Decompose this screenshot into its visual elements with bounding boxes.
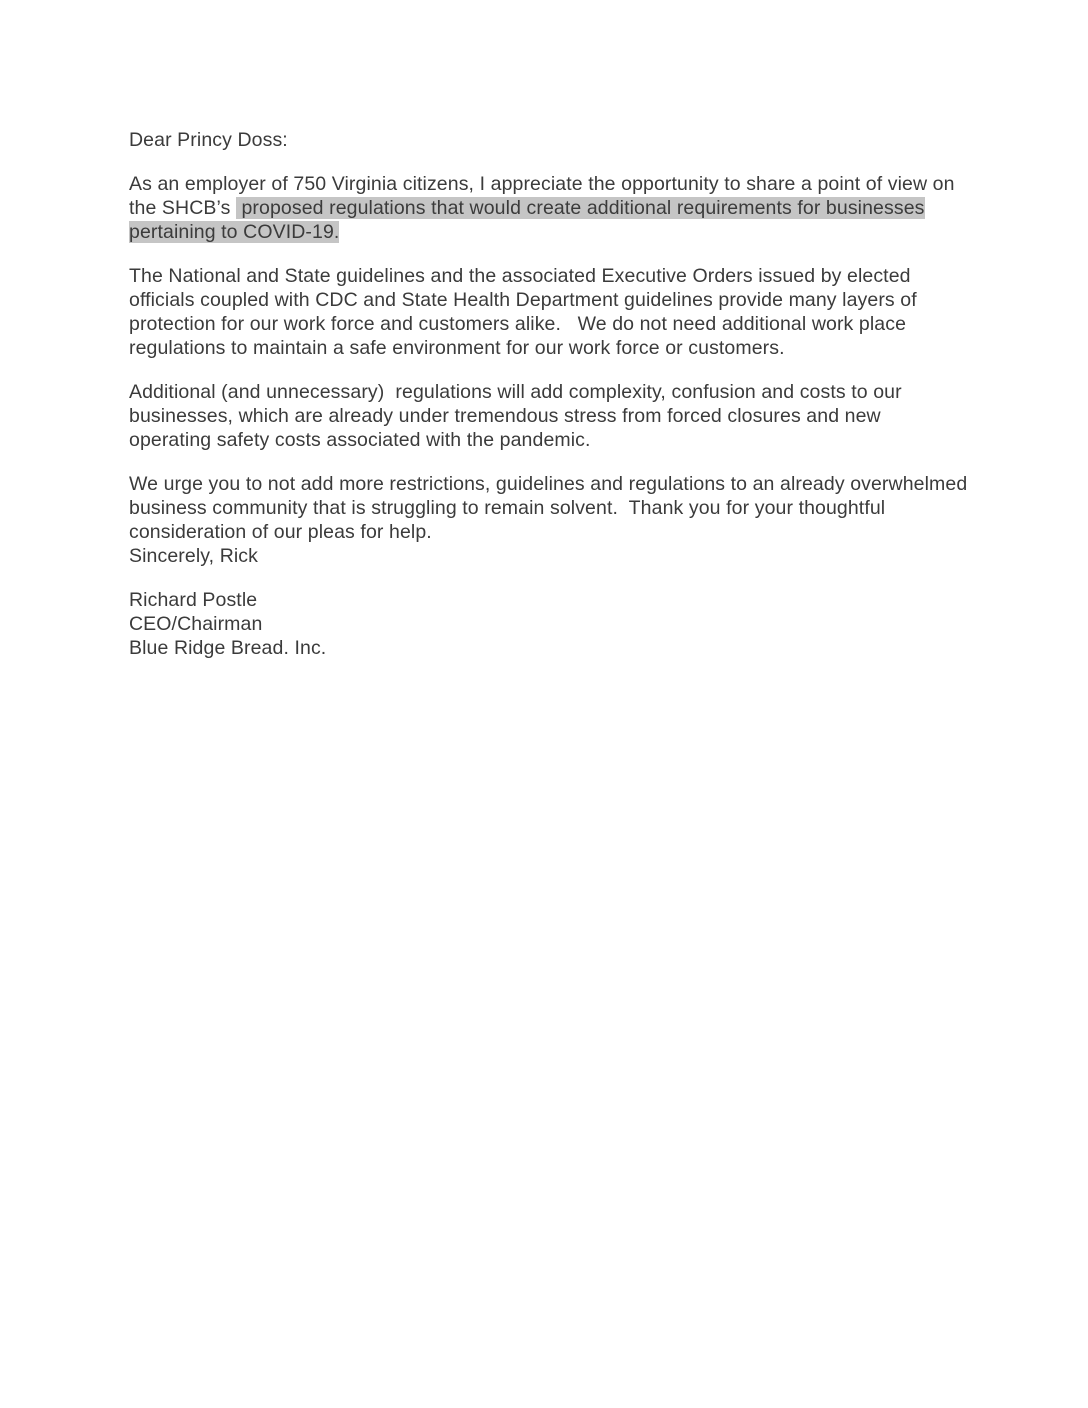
signature-block (129, 588, 967, 660)
paragraph-costs-line-3: operating safety costs associated with the pandemic. (129, 429, 591, 451)
letter-page (129, 128, 967, 680)
paragraph-costs (129, 380, 967, 452)
paragraph-closing-line-3: consideration of our pleas for help. (129, 521, 432, 543)
paragraph-guidelines-line-2: officials coupled with CDC and State Health Department guidelines provide many layers of (129, 289, 917, 311)
paragraph-guidelines-line-1: The National and State guidelines and the associated Executive Orders issued by elected (129, 265, 911, 287)
signature-company: Blue Ridge Bread. Inc. (129, 637, 327, 659)
salutation-paragraph (129, 128, 967, 152)
paragraph-guidelines (129, 264, 967, 360)
paragraph-guidelines-line-3: protection for our work force and customers alike. We do not need additional work place (129, 313, 907, 335)
paragraph-intro-line-2-normal-text: the SHCB’s (129, 197, 236, 219)
paragraph-intro (129, 172, 967, 244)
paragraph-closing (129, 472, 967, 568)
paragraph-guidelines-line-4: regulations to maintain a safe environment for our work force or customers. (129, 337, 785, 359)
highlighted-text-line-2: pertaining to COVID-19. (129, 221, 340, 243)
paragraph-intro-line-1: As an employer of 750 Virginia citizens, I appreciate the opportunity to share a point of view on (129, 173, 955, 195)
paragraph-closing-line-2: business community that is struggling to remain solvent. Thank you for your thoughtful (129, 497, 886, 519)
paragraph-costs-line-1: Additional (and unnecessary) regulations will add complexity, confusion and costs to our (129, 381, 902, 403)
closing-sign-off: Sincerely, Rick (129, 545, 259, 567)
paragraph-costs-line-2: businesses, which are already under tremendous stress from forced closures and new (129, 405, 881, 427)
salutation: Dear Princy Doss: (129, 129, 288, 151)
highlighted-text-line-1: proposed regulations that would create additional requirements for businesses (235, 197, 925, 219)
signature-name: Richard Postle (129, 589, 258, 611)
paragraph-closing-line-1: We urge you to not add more restrictions, guidelines and regulations to an already overwhelmed (129, 473, 968, 495)
paragraph-intro-line-3 (129, 220, 967, 244)
signature-title: CEO/Chairman (129, 613, 263, 635)
paragraph-intro-line-2 (129, 196, 967, 220)
